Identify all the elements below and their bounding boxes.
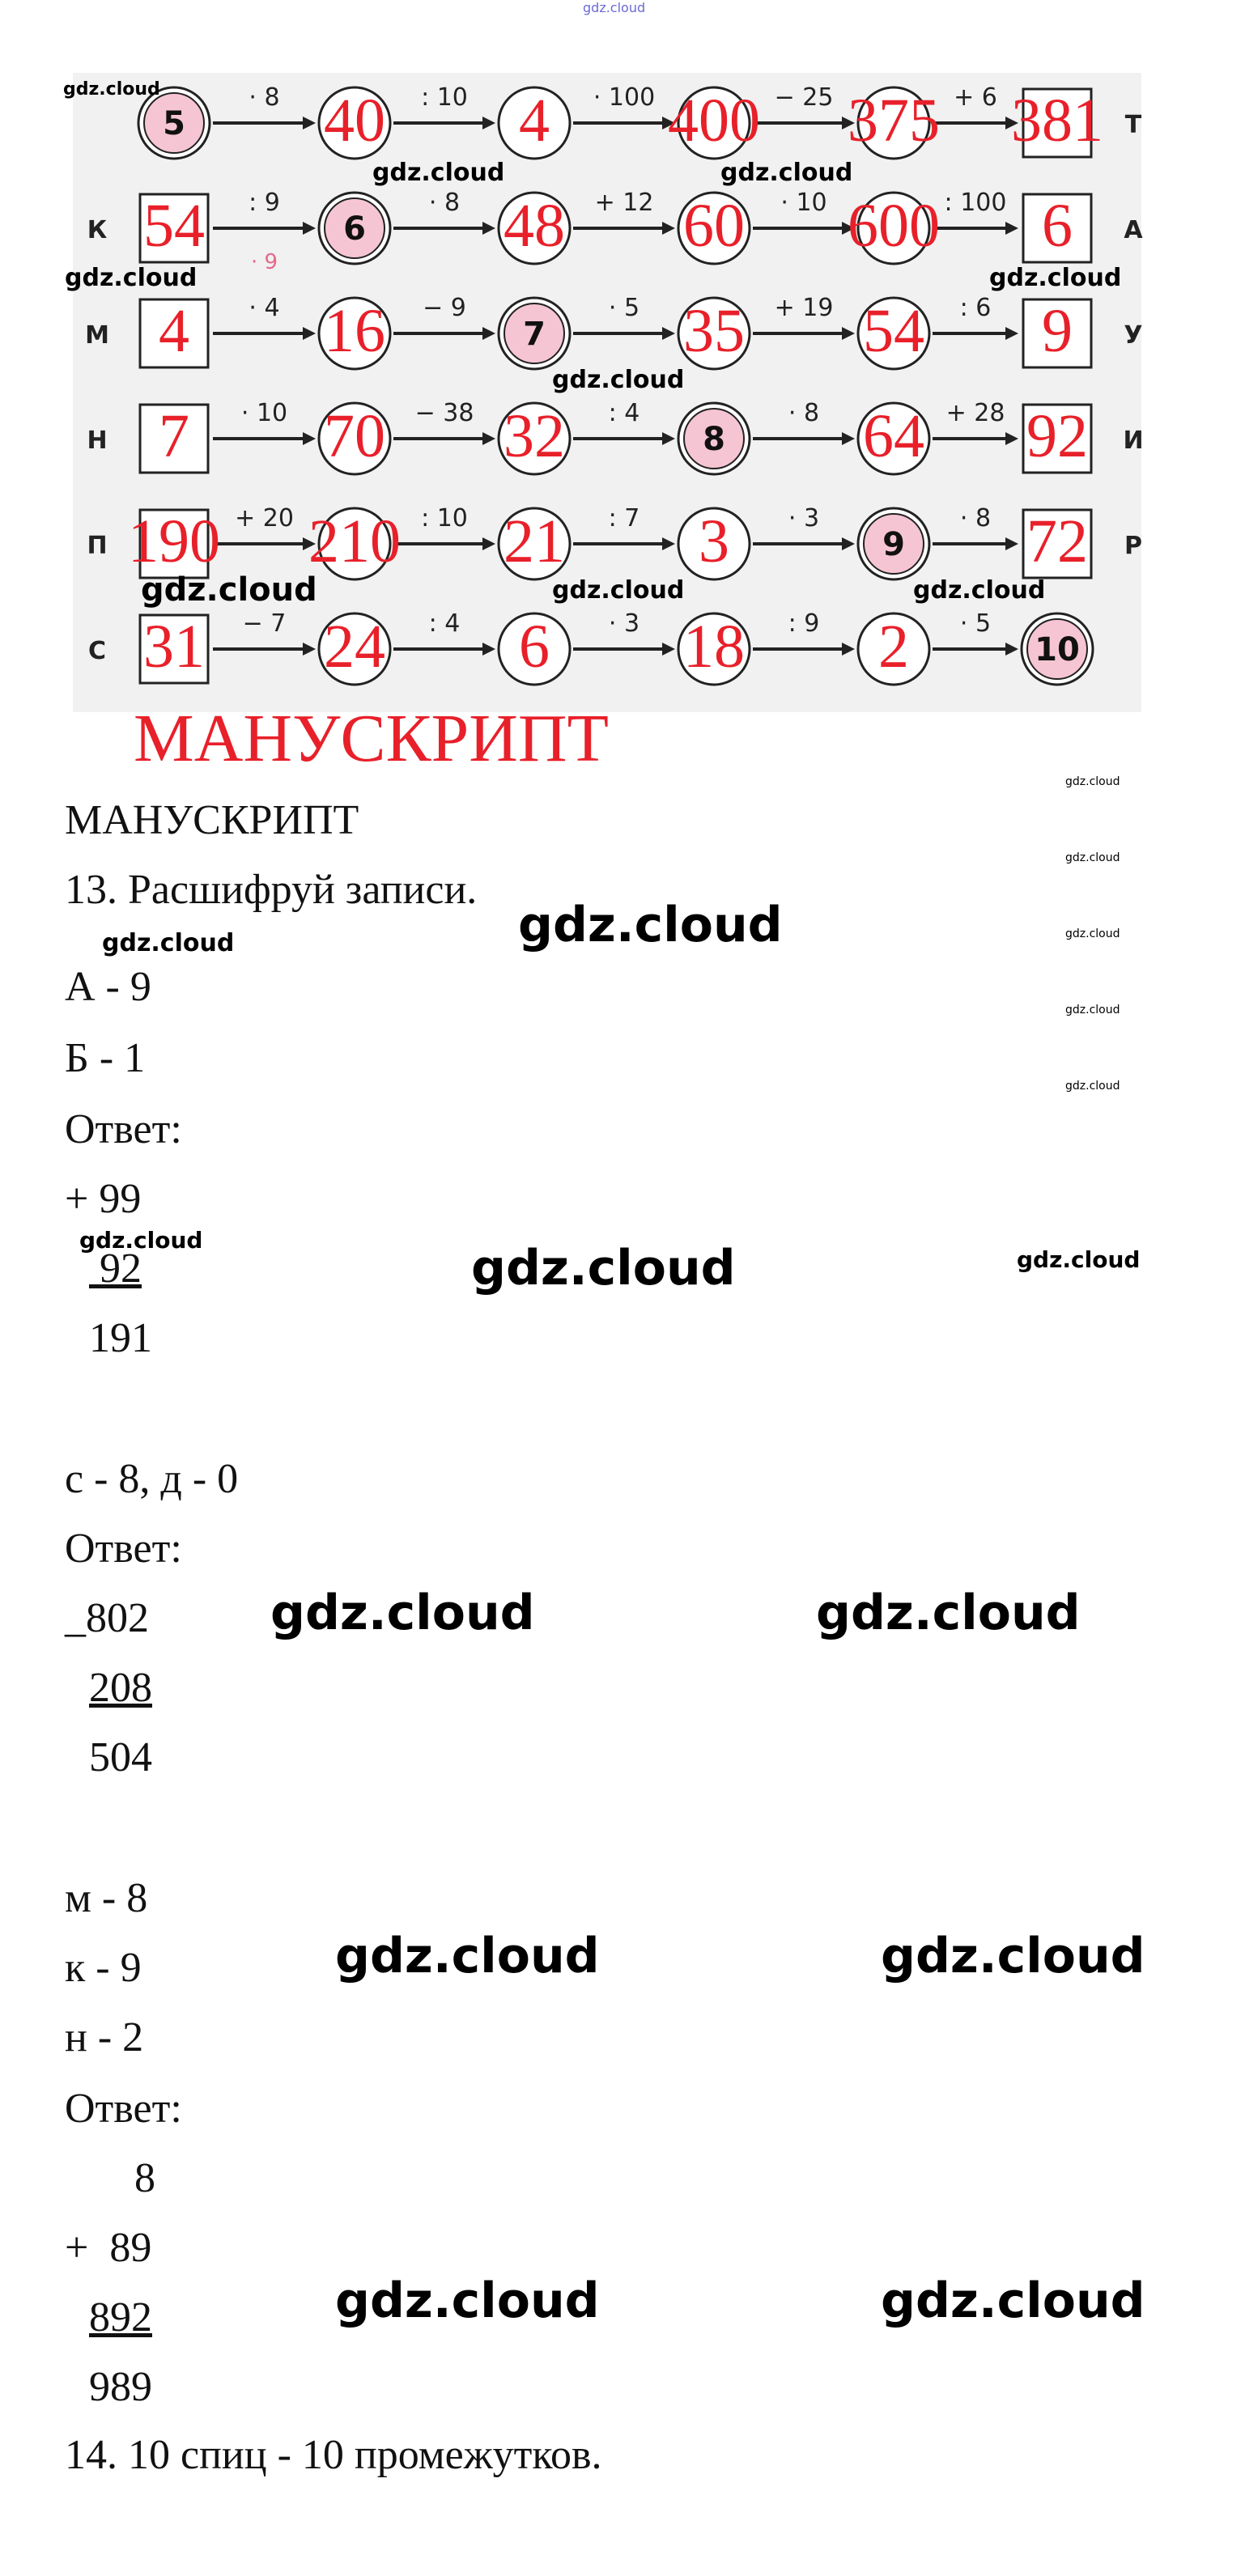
chain-cell-value: 3: [699, 507, 729, 575]
chain-operation: · 3: [788, 504, 820, 533]
chain-cell-value: 48: [504, 192, 565, 260]
chain-cell-value: 400: [668, 87, 760, 155]
chain-start-value: 7: [523, 316, 546, 353]
chain-operation: : 6: [959, 294, 992, 322]
chain-cell-value: 7: [159, 402, 189, 470]
sub-line1: _802: [65, 1595, 149, 1641]
sum3-line3: 892: [89, 2294, 152, 2340]
value-n: н - 2: [65, 2014, 144, 2060]
chain-operation: : 100: [944, 189, 1007, 217]
chain-operation: · 8: [788, 399, 820, 427]
chain-operation: : 9: [788, 609, 820, 638]
watermark: gdz.cloud: [881, 1928, 1145, 1984]
sum1-line2: 92: [89, 1246, 142, 1292]
chain-cell-value: 16: [324, 297, 385, 365]
sum1-result: 191: [89, 1315, 152, 1361]
watermark-top: gdz.cloud: [583, 0, 646, 15]
chain-operation: · 3: [608, 609, 640, 638]
chain-cell-value: 6: [519, 613, 550, 681]
watermark: gdz.cloud: [552, 366, 685, 394]
chain-cell-value: 190: [128, 507, 220, 575]
value-k: к - 9: [65, 1945, 142, 1991]
value-a: А - 9: [65, 964, 151, 1010]
chain-operation: : 9: [249, 189, 280, 217]
sub-result: 504: [89, 1734, 152, 1780]
sub-line2: 208: [89, 1665, 152, 1711]
answer-label-3: Ответ:: [65, 2086, 182, 2132]
chain-cell-value: 21: [504, 507, 565, 575]
value-b: Б - 1: [65, 1035, 146, 1081]
sum3-line1: 8: [134, 2155, 155, 2201]
chain-operation: · 100: [593, 83, 656, 112]
sum3-result: 989: [89, 2364, 152, 2410]
chain-operation: · 5: [959, 609, 992, 638]
chain-operation: + 28: [945, 399, 1005, 427]
chain-operation: · 10: [240, 399, 288, 427]
row-letter-right: А: [1124, 216, 1143, 244]
task-13-title: 13. Расшифруй записи.: [65, 867, 478, 913]
row-letter-left: С: [87, 637, 107, 665]
chain-operation: − 9: [423, 294, 466, 322]
chain-operation: + 19: [774, 294, 834, 322]
chain-start-value: 8: [703, 421, 725, 458]
chain-operation: : 4: [428, 609, 461, 638]
chain-operation: · 8: [249, 83, 280, 112]
chain-cell-value: 35: [683, 297, 745, 365]
task-14-text: 14. 10 спиц - 10 промежутков.: [65, 2432, 602, 2478]
watermark: gdz.cloud: [552, 576, 685, 605]
watermark: gdz.cloud: [1065, 927, 1120, 940]
watermark: gdz.cloud: [65, 264, 198, 292]
chain-start-value: 6: [343, 210, 366, 248]
watermark: gdz.cloud: [63, 79, 160, 100]
chain-start-value: 9: [882, 526, 905, 563]
answer-label-1: Ответ:: [65, 1106, 182, 1152]
watermark: gdz.cloud: [471, 1240, 736, 1296]
chain-operation: : 7: [608, 504, 640, 533]
watermark: gdz.cloud: [881, 2273, 1145, 2329]
watermark: gdz.cloud: [518, 897, 783, 953]
watermark: gdz.cloud: [720, 159, 853, 187]
chain-operation: + 6: [954, 83, 997, 112]
row-letter-right: И: [1123, 427, 1144, 455]
chain-cell-value: 2: [878, 613, 909, 681]
values-s-d: с - 8, д - 0: [65, 1456, 239, 1502]
watermark: gdz.cloud: [1065, 851, 1120, 864]
chain-operation: · 10: [780, 189, 827, 217]
chain-cell-value: 40: [324, 87, 385, 155]
answer-word: МАНУСКРИПТ: [65, 797, 359, 843]
watermark: gdz.cloud: [913, 576, 1046, 605]
chain-operation: + 20: [235, 504, 294, 533]
chain-operation: · 5: [608, 294, 640, 322]
chain-start-value: 5: [163, 105, 185, 142]
watermark: gdz.cloud: [1065, 775, 1120, 788]
watermark: gdz.cloud: [1065, 1004, 1120, 1016]
chain-back-operation: · 9: [250, 250, 278, 274]
chain-operation: · 8: [428, 189, 461, 217]
watermark: gdz.cloud: [102, 929, 235, 957]
watermark: gdz.cloud: [335, 1928, 600, 1984]
chain-cell-value: 381: [1011, 87, 1103, 155]
row-letter-left: П: [87, 532, 108, 560]
puzzle-result-word: МАНУСКРИПТ: [134, 701, 609, 776]
watermark: gdz.cloud: [1065, 1080, 1120, 1093]
chain-cell-value: 54: [143, 192, 205, 260]
chain-cell-value: 92: [1026, 402, 1088, 470]
value-m: м - 8: [65, 1875, 148, 1921]
watermark: gdz.cloud: [989, 264, 1122, 292]
chain-start-value: 10: [1035, 631, 1080, 668]
chain-operation: − 25: [774, 83, 834, 112]
chain-cell-value: 18: [683, 613, 745, 681]
row-letter-left: Н: [87, 427, 108, 455]
watermark: gdz.cloud: [1017, 1246, 1141, 1273]
watermark: gdz.cloud: [335, 2273, 600, 2329]
chain-cell-value: 72: [1026, 507, 1088, 575]
sum3-line2: + 89: [65, 2225, 152, 2271]
chain-cell-value: 375: [848, 87, 940, 155]
chain-cell-value: 64: [863, 402, 924, 470]
chain-operation: : 10: [421, 504, 468, 533]
chain-cell-value: 60: [683, 192, 745, 260]
row-letter-left: М: [85, 321, 109, 350]
watermark: gdz.cloud: [141, 571, 317, 609]
chain-operation: − 38: [414, 399, 474, 427]
chain-operation: · 4: [249, 294, 280, 322]
row-letter-right: Т: [1124, 111, 1142, 139]
chain-cell-value: 4: [519, 87, 550, 155]
watermark: gdz.cloud: [372, 159, 505, 187]
chain-cell-value: 210: [308, 507, 401, 575]
watermark: gdz.cloud: [816, 1585, 1081, 1641]
chain-cell-value: 24: [324, 613, 385, 681]
chain-operation: : 10: [421, 83, 468, 112]
chain-cell-value: 31: [143, 613, 205, 681]
chain-operation: : 4: [608, 399, 640, 427]
chain-cell-value: 9: [1042, 297, 1073, 365]
chain-cell-value: 54: [863, 297, 924, 365]
watermark: gdz.cloud: [270, 1585, 535, 1641]
row-letter-left: К: [87, 216, 108, 244]
chain-cell-value: 600: [848, 192, 940, 260]
chain-operation: − 7: [242, 609, 287, 638]
chain-operation: · 8: [959, 504, 992, 533]
chain-cell-value: 4: [159, 297, 189, 365]
watermark: gdz.cloud: [79, 1227, 203, 1254]
row-letter-right: Р: [1124, 532, 1142, 560]
row-letter-right: У: [1124, 321, 1143, 350]
chain-cell-value: 70: [324, 402, 385, 470]
number-chain-puzzle: [49, 49, 1166, 777]
chain-cell-value: 32: [504, 402, 565, 470]
chain-cell-value: 6: [1042, 192, 1073, 260]
chain-operation: + 12: [594, 189, 654, 217]
answer-label-2: Ответ:: [65, 1526, 182, 1572]
sum1-line1: + 99: [65, 1176, 142, 1222]
